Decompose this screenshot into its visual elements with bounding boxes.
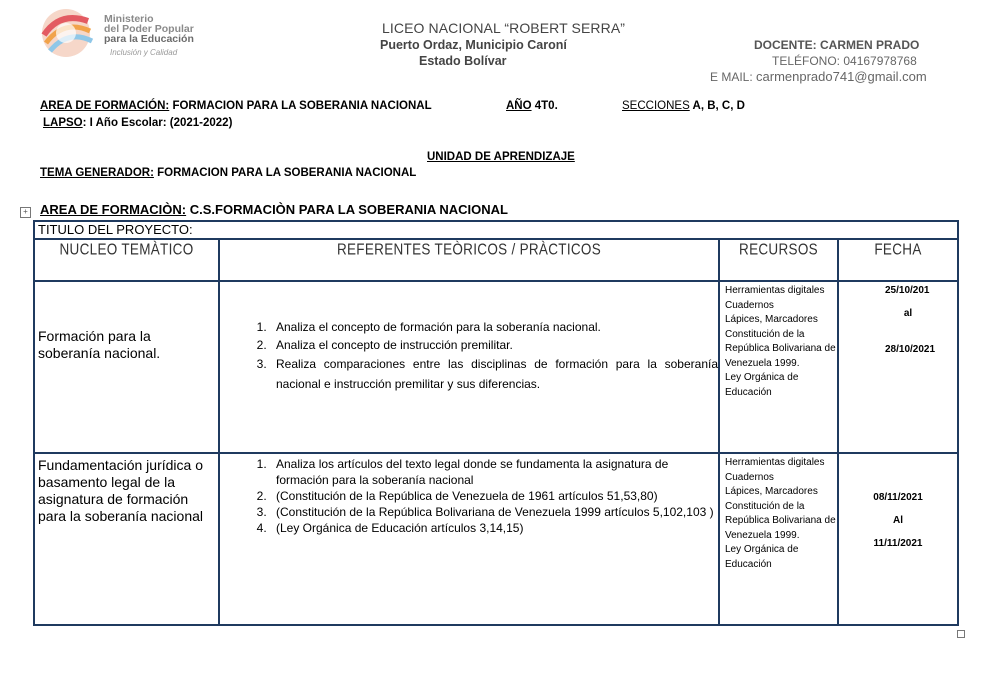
- school-state: Estado Bolívar: [419, 54, 507, 68]
- list-item: 2. (Constitución de la República de Venezuela de 1961 artículos 51,53,80): [270, 488, 718, 504]
- referentes-cell: [219, 453, 719, 625]
- logo-tagline: Inclusión y Calidad: [110, 48, 178, 57]
- table-move-handle[interactable]: +: [20, 207, 31, 218]
- header-recursos: RECURSOS: [719, 239, 838, 281]
- teacher-phone: TELÉFONO: 04167978768: [772, 54, 917, 68]
- area-line: AREA DE FORMACIÓN: FORMACION PARA LA SOBERANIA NACIONAL: [40, 100, 432, 112]
- nucleo-cell: Formación para la soberanía nacional.: [34, 281, 219, 453]
- header-referentes: REFERENTES TEÒRICOS / PRÀCTICOS: [219, 239, 719, 281]
- recursos-cell: Herramientas digitales Cuadernos Lápices, Marcadores Constitución de la República Bolivariana de Venezuela 1999. Ley Orgánica de Educación: [719, 281, 838, 453]
- tema-line: TEMA GENERADOR: FORMACION PARA LA SOBERANIA NACIONAL: [40, 167, 417, 179]
- header-fecha: FECHA: [838, 239, 958, 281]
- lapso-line: LAPSO: I Año Escolar: (2021-2022): [43, 117, 233, 129]
- referentes-cell: [219, 281, 719, 453]
- list-item: 1. Analiza el concepto de formación para la soberanía nacional.: [270, 318, 718, 336]
- header-nucleo: NUCLEO TEMÀTICO: [34, 239, 219, 281]
- fecha-cell: 25/10/201 al 28/10/2021: [838, 281, 958, 453]
- list-item: 1. Analiza los artículos del texto legal donde se fundamenta la asignatura de formación para la soberanía nacional: [270, 456, 718, 488]
- unidad-heading: UNIDAD DE APRENDIZAJE: [427, 151, 575, 163]
- teacher-email: E MAIL: carmenprado741@gmail.com: [710, 69, 927, 84]
- school-name: LICEO NACIONAL “ROBERT SERRA”: [382, 20, 626, 36]
- table-row: [34, 453, 958, 625]
- area-formacion-heading: AREA DE FORMACIÒN: C.S.FORMACIÒN PARA LA SOBERANIA NACIONAL: [40, 202, 508, 217]
- project-title-cell: TITULO DEL PROYECTO:: [34, 221, 958, 239]
- list-item: 2. Analiza el concepto de instrucción premilitar.: [270, 336, 718, 354]
- school-city: Puerto Ordaz, Municipio Caroní: [380, 38, 567, 52]
- list-item: 3. (Constitución de la República Bolivariana de Venezuela 1999 artículos 5,102,103 ): [270, 504, 718, 520]
- table-row: [34, 281, 958, 453]
- year-line: AÑO 4T0.: [506, 100, 558, 112]
- list-item: 3. Realiza comparaciones entre las disciplinas de formación para la soberanía nacional e instrucción premilitar y sus diferencias.: [270, 354, 718, 394]
- planning-table: [33, 220, 959, 626]
- table-resize-handle[interactable]: [957, 630, 965, 638]
- teacher-name: DOCENTE: CARMEN PRADO: [754, 38, 920, 52]
- recursos-cell: Herramientas digitales Cuadernos Lápices, Marcadores Constitución de la República Bolivariana de Venezuela 1999. Ley Orgánica de Educación: [719, 453, 838, 625]
- fecha-cell: 08/11/2021 Al 11/11/2021: [838, 453, 958, 625]
- logo-wordmark: Ministerio del Poder Popular para la Educación: [104, 13, 194, 45]
- sections-line: SECCIONES A, B, C, D: [622, 100, 745, 112]
- nucleo-cell: Fundamentación jurídica o basamento legal de la asignatura de formación para la soberanía nacional: [34, 453, 219, 625]
- list-item: 4. (Ley Orgánica de Educación artículos 3,14,15): [270, 520, 718, 536]
